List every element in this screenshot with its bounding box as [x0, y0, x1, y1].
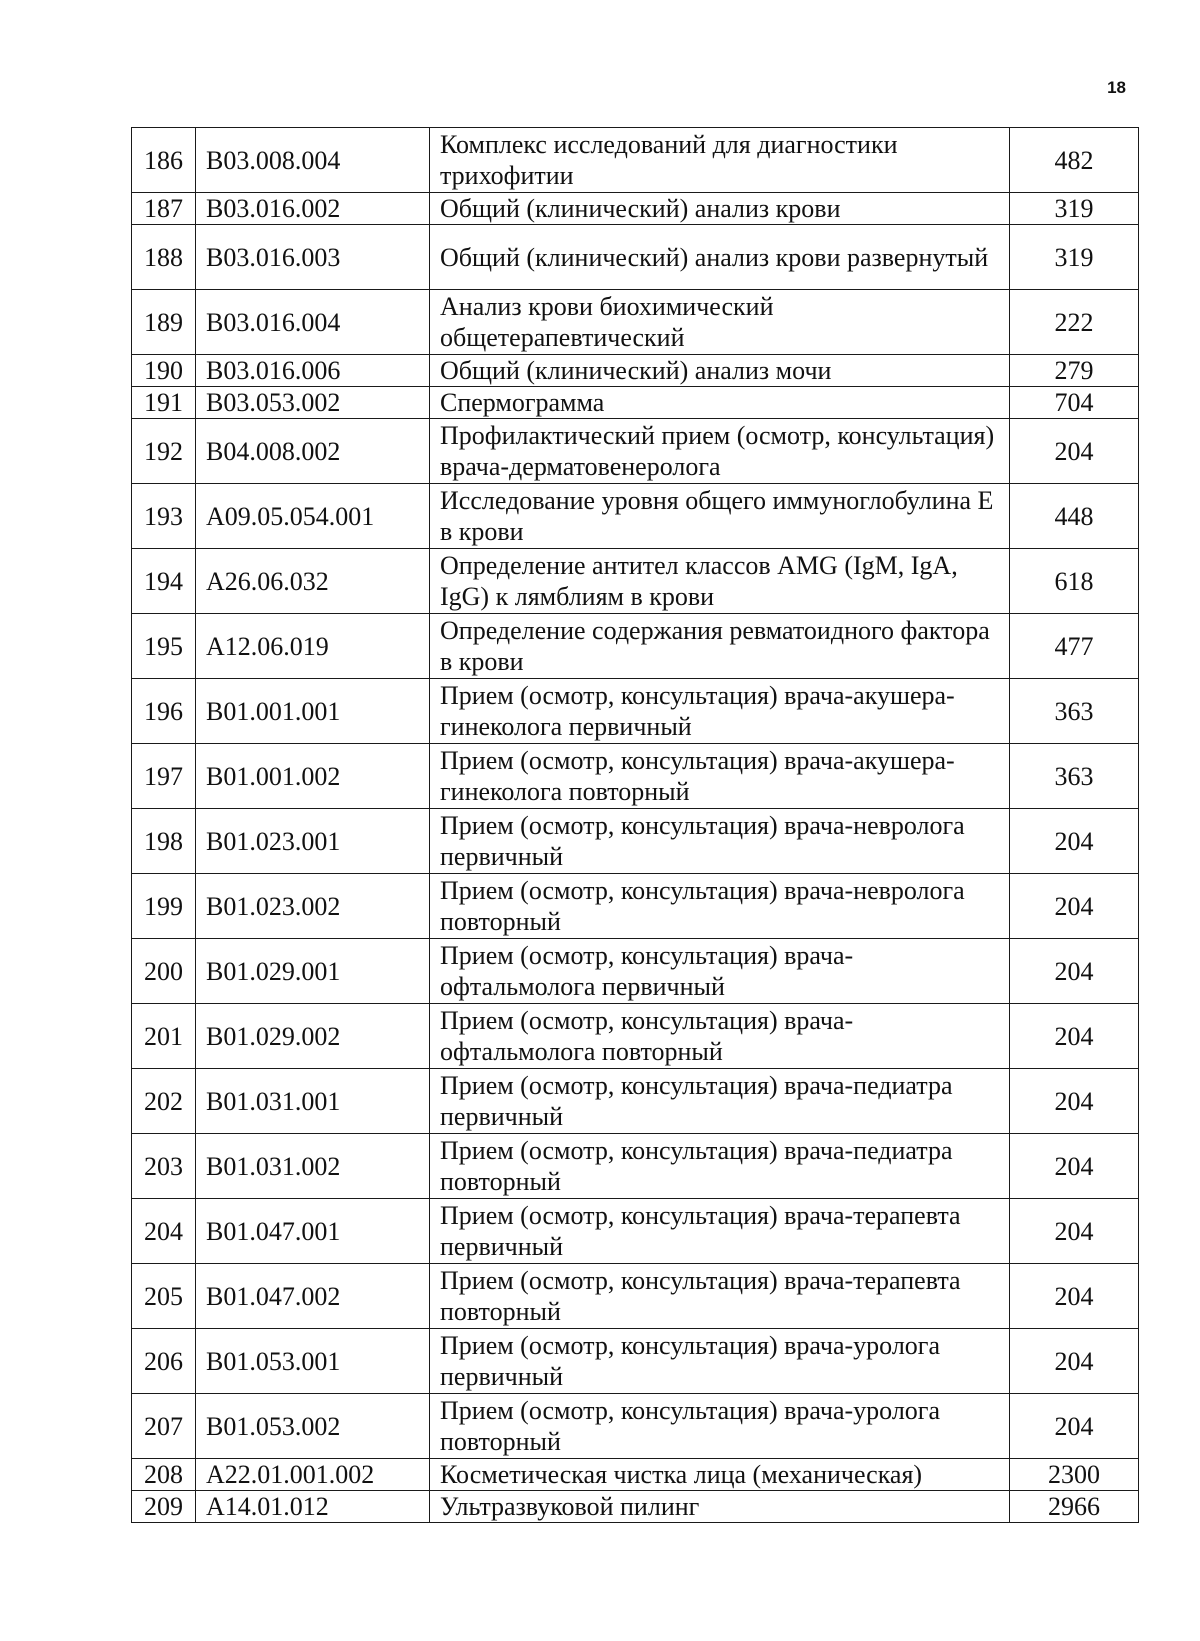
service-code-cell: B01.001.002	[196, 744, 430, 809]
price-cell: 204	[1010, 939, 1139, 1004]
row-number-cell: 195	[132, 614, 196, 679]
row-number-cell: 203	[132, 1134, 196, 1199]
price-cell: 279	[1010, 355, 1139, 387]
service-name-cell: Общий (клинический) анализ мочи	[430, 355, 1010, 387]
price-cell: 448	[1010, 484, 1139, 549]
service-code-cell: B01.001.001	[196, 679, 430, 744]
price-cell: 222	[1010, 290, 1139, 355]
table-row	[132, 614, 1139, 679]
row-number-cell: 209	[132, 1491, 196, 1523]
service-name-cell: Косметическая чистка лица (механическая)	[430, 1459, 1010, 1491]
price-cell: 363	[1010, 744, 1139, 809]
service-code-cell: B01.047.002	[196, 1264, 430, 1329]
table-row	[132, 809, 1139, 874]
price-cell: 204	[1010, 419, 1139, 484]
price-cell: 319	[1010, 193, 1139, 225]
row-number-cell: 191	[132, 387, 196, 419]
service-code-cell: A26.06.032	[196, 549, 430, 614]
row-number-cell: 199	[132, 874, 196, 939]
service-name-cell: Общий (клинический) анализ крови	[430, 193, 1010, 225]
service-name-cell: Прием (осмотр, консультация) врача-терапевта повторный	[430, 1264, 1010, 1329]
table-row	[132, 1134, 1139, 1199]
service-name-cell: Комплекс исследований для диагностики трихофитии	[430, 128, 1010, 193]
price-cell: 204	[1010, 874, 1139, 939]
table-row	[132, 1491, 1139, 1523]
service-name-cell: Прием (осмотр, консультация) врача-офтальмолога первичный	[430, 939, 1010, 1004]
row-number-cell: 204	[132, 1199, 196, 1264]
service-name-cell: Прием (осмотр, консультация) врача-невролога первичный	[430, 809, 1010, 874]
service-name-cell: Ультразвуковой пилинг	[430, 1491, 1010, 1523]
row-number-cell: 194	[132, 549, 196, 614]
table-row	[132, 1069, 1139, 1134]
price-cell: 2966	[1010, 1491, 1139, 1523]
service-name-cell: Определение содержания ревматоидного фактора в крови	[430, 614, 1010, 679]
service-code-cell: A22.01.001.002	[196, 1459, 430, 1491]
row-number-cell: 193	[132, 484, 196, 549]
table-row	[132, 355, 1139, 387]
price-table	[131, 127, 1139, 1523]
price-cell: 204	[1010, 1069, 1139, 1134]
table-row	[132, 1459, 1139, 1491]
price-cell: 204	[1010, 809, 1139, 874]
service-code-cell: B01.029.002	[196, 1004, 430, 1069]
service-name-cell: Определение антител классов AMG (IgM, IgA, IgG) к лямблиям в крови	[430, 549, 1010, 614]
price-cell: 204	[1010, 1394, 1139, 1459]
table-row	[132, 193, 1139, 225]
service-code-cell: B03.016.004	[196, 290, 430, 355]
row-number-cell: 202	[132, 1069, 196, 1134]
price-cell: 319	[1010, 225, 1139, 290]
service-code-cell: A14.01.012	[196, 1491, 430, 1523]
service-code-cell: B01.029.001	[196, 939, 430, 1004]
row-number-cell: 207	[132, 1394, 196, 1459]
table-row	[132, 419, 1139, 484]
row-number-cell: 196	[132, 679, 196, 744]
service-name-cell: Прием (осмотр, консультация) врача-уролога повторный	[430, 1394, 1010, 1459]
row-number-cell: 200	[132, 939, 196, 1004]
table-row	[132, 1329, 1139, 1394]
table-row	[132, 679, 1139, 744]
row-number-cell: 198	[132, 809, 196, 874]
table-row	[132, 290, 1139, 355]
row-number-cell: 188	[132, 225, 196, 290]
service-name-cell: Прием (осмотр, консультация) врача-акушера-гинеколога повторный	[430, 744, 1010, 809]
service-code-cell: B03.016.003	[196, 225, 430, 290]
page-number: 18	[1107, 78, 1126, 97]
service-name-cell: Прием (осмотр, консультация) врача-терапевта первичный	[430, 1199, 1010, 1264]
service-code-cell: B01.031.002	[196, 1134, 430, 1199]
table-row	[132, 1264, 1139, 1329]
table-row	[132, 225, 1139, 290]
service-code-cell: B01.023.002	[196, 874, 430, 939]
row-number-cell: 192	[132, 419, 196, 484]
row-number-cell: 187	[132, 193, 196, 225]
price-cell: 204	[1010, 1004, 1139, 1069]
price-cell: 704	[1010, 387, 1139, 419]
service-code-cell: B03.016.002	[196, 193, 430, 225]
table-row	[132, 939, 1139, 1004]
table-row	[132, 387, 1139, 419]
row-number-cell: 201	[132, 1004, 196, 1069]
service-name-cell: Общий (клинический) анализ крови развернутый	[430, 225, 1010, 290]
table-row	[132, 549, 1139, 614]
service-code-cell: B01.047.001	[196, 1199, 430, 1264]
service-name-cell: Спермограмма	[430, 387, 1010, 419]
table-row	[132, 128, 1139, 193]
row-number-cell: 197	[132, 744, 196, 809]
price-cell: 204	[1010, 1134, 1139, 1199]
price-cell: 2300	[1010, 1459, 1139, 1491]
row-number-cell: 190	[132, 355, 196, 387]
service-name-cell: Прием (осмотр, консультация) врача-акушера-гинеколога первичный	[430, 679, 1010, 744]
service-code-cell: B01.053.002	[196, 1394, 430, 1459]
price-cell: 363	[1010, 679, 1139, 744]
service-name-cell: Прием (осмотр, консультация) врача-офтальмолога повторный	[430, 1004, 1010, 1069]
service-name-cell: Прием (осмотр, консультация) врача-педиатра повторный	[430, 1134, 1010, 1199]
service-name-cell: Анализ крови биохимический общетерапевтический	[430, 290, 1010, 355]
service-code-cell: B01.053.001	[196, 1329, 430, 1394]
service-code-cell: B03.053.002	[196, 387, 430, 419]
table-row	[132, 744, 1139, 809]
price-cell: 482	[1010, 128, 1139, 193]
row-number-cell: 208	[132, 1459, 196, 1491]
service-code-cell: A12.06.019	[196, 614, 430, 679]
price-cell: 204	[1010, 1329, 1139, 1394]
service-code-cell: A09.05.054.001	[196, 484, 430, 549]
service-name-cell: Исследование уровня общего иммуноглобулина Е в крови	[430, 484, 1010, 549]
service-code-cell: B01.031.001	[196, 1069, 430, 1134]
price-cell: 618	[1010, 549, 1139, 614]
service-code-cell: B03.016.006	[196, 355, 430, 387]
row-number-cell: 186	[132, 128, 196, 193]
price-table-body	[132, 128, 1139, 1523]
table-row	[132, 484, 1139, 549]
table-row	[132, 1199, 1139, 1264]
table-row	[132, 1394, 1139, 1459]
service-code-cell: B04.008.002	[196, 419, 430, 484]
service-name-cell: Прием (осмотр, консультация) врача-уролога первичный	[430, 1329, 1010, 1394]
service-code-cell: B03.008.004	[196, 128, 430, 193]
table-row	[132, 874, 1139, 939]
price-cell: 204	[1010, 1199, 1139, 1264]
service-name-cell: Профилактический прием (осмотр, консультация) врача-дерматовенеролога	[430, 419, 1010, 484]
table-row	[132, 1004, 1139, 1069]
price-cell: 204	[1010, 1264, 1139, 1329]
service-name-cell: Прием (осмотр, консультация) врача-педиатра первичный	[430, 1069, 1010, 1134]
service-name-cell: Прием (осмотр, консультация) врача-невролога повторный	[430, 874, 1010, 939]
service-code-cell: B01.023.001	[196, 809, 430, 874]
price-cell: 477	[1010, 614, 1139, 679]
row-number-cell: 206	[132, 1329, 196, 1394]
row-number-cell: 189	[132, 290, 196, 355]
row-number-cell: 205	[132, 1264, 196, 1329]
